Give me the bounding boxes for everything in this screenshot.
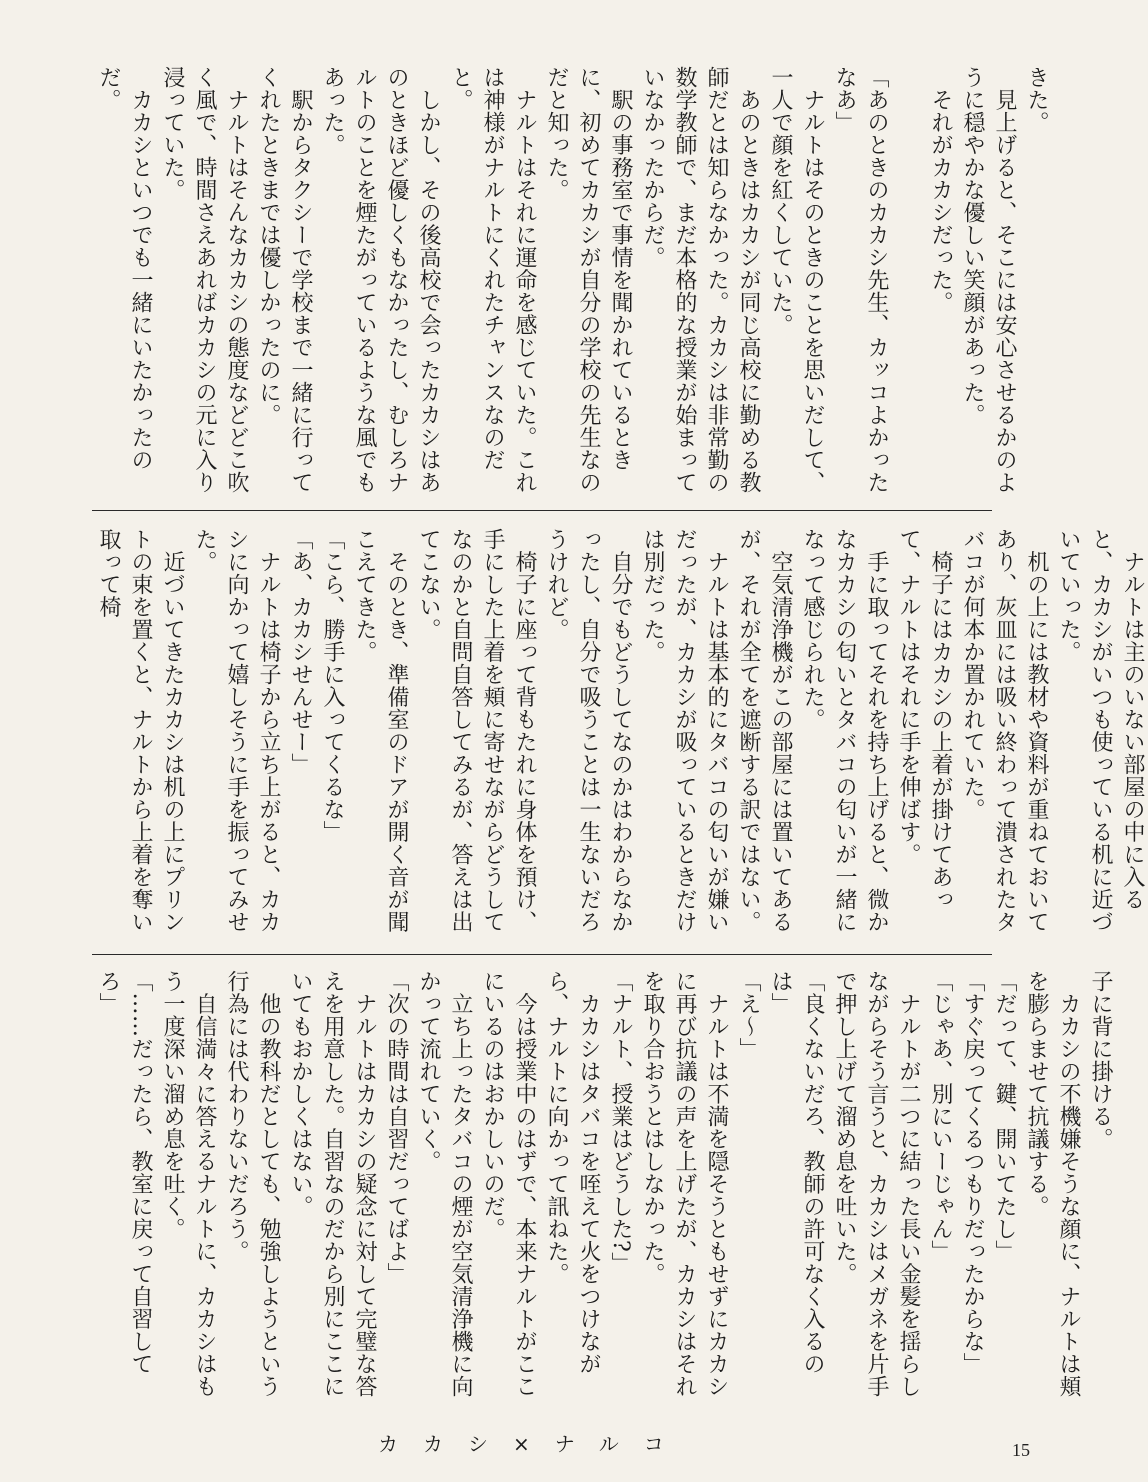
- paragraph: 「え～」: [736, 970, 761, 1060]
- paragraph: 自信満々に答えるナルトに、カカシはもう一度深い溜め息を吐く。: [160, 970, 217, 1398]
- paragraph: カカシといつでも一緒にいたかったのだ。: [96, 66, 153, 471]
- paragraph: 「だって、鍵、開いてたし」: [992, 970, 1017, 1263]
- paragraph: 近づいてきたカカシは机の上にプリントの束を置くと、ナルトから上着を奪い取って椅: [96, 528, 185, 933]
- vertical-text-middle: [92, 528, 1148, 938]
- running-footer-title: カカシ×ナルコ: [378, 1432, 689, 1456]
- paragraph: 駅からタクシーで学校まで一緒に行ってくれたときまでは優しかったのに。: [256, 66, 313, 494]
- paragraph: 駅の事務室で事情を聞かれているときに、初めてカカシが自分の学校の先生なのだと知った。: [544, 66, 633, 494]
- paragraph: ナルトは基本的にタバコの匂いが嫌いだったが、カカシが吸っているときだけは別だった。: [640, 528, 729, 933]
- vertical-text-top: [92, 66, 1052, 496]
- page-number: 15: [1012, 1440, 1030, 1460]
- paragraph: 「じゃあ、別にいーじゃん」: [928, 970, 953, 1263]
- paragraph: 「あのときのカカシ先生、カッコよかったなあ」: [832, 66, 889, 494]
- paragraph: 「すぐ戻ってくるつもりだったからな」: [960, 970, 985, 1375]
- paragraph: 椅子に座って背もたれに身体を預け、手にした上着を頬に寄せながらどうしてなのかと自問自答してみるが、答えは出てこない。: [416, 528, 537, 933]
- paragraph: 「次の時間は自習だってばよ」: [384, 970, 409, 1285]
- paragraph: 椅子にはカカシの上着が掛けてあって、ナルトはそれに手を伸ばす。: [896, 528, 953, 911]
- paragraph: ナルトは椅子から立ち上がると、カカシに向かって嬉しそうに手を振ってみせた。: [192, 528, 281, 933]
- paragraph: 自分でもどうしてなのかはわからなかったし、自分で吸うことは一生ないだろうけれど。: [544, 528, 633, 933]
- paragraph: きた。: [1024, 66, 1049, 134]
- paragraph: 「ナルト、授業はどうした?」: [608, 970, 633, 1275]
- paragraph: 空気清浄機がこの部屋には置いてあるが、それが全てを遮断する訳ではない。: [736, 528, 793, 933]
- paragraph: ナルトはそのときのことを思いだして、一人で顔を紅くしていた。: [768, 66, 825, 494]
- paragraph: 立ち上ったタバコの煙が空気清浄機に向かって流れていく。: [416, 970, 473, 1398]
- paragraph: 「良くないだろ、教師の許可なく入るのは」: [768, 970, 825, 1375]
- text-band-bottom: [92, 970, 1113, 1400]
- paragraph: ナルトは主のいない部屋の中に入ると、カカシがいつも使っている机に近づいていった。: [1056, 528, 1145, 933]
- paragraph: [892, 66, 924, 496]
- text-band-top: [92, 66, 1049, 496]
- paragraph: 「……だったら、教室に戻って自習してろ」: [96, 970, 153, 1375]
- paragraph: それがカカシだった。: [928, 66, 953, 314]
- paragraph: 手に取ってそれを持ち上げると、微かなカカシの匂いとタバコの匂いが一緒になって感じられた。: [800, 528, 889, 933]
- section-divider-bottom: [92, 954, 992, 955]
- paragraph: ナルトが二つに結った長い金髪を揺らしながらそう言うと、カカシはメガネを片手で押し上げて溜め息を吐いた。: [832, 970, 921, 1398]
- paragraph: 見上げると、そこには安心させるかのように穏やかな優しい笑顔があった。: [960, 66, 1017, 494]
- paragraph: 子に背に掛ける。: [1088, 970, 1113, 1150]
- text-band-middle: [92, 528, 1145, 938]
- paragraph: 他の教科だとしても、勉強しようという行為には代わりないだろう。: [224, 970, 281, 1398]
- paragraph: 机の上には教材や資料が重ねておいてあり、灰皿には吸い終わって潰されたタバコが何本か置かれていた。: [960, 528, 1049, 933]
- paragraph: 今は授業中のはずで、本来ナルトがここにいるのはおかしいのだ。: [480, 970, 537, 1398]
- section-divider-top: [92, 510, 992, 511]
- paragraph: ナルトはそんなカカシの態度などどこ吹く風で、時間さえあればカカシの元に入り浸っていた。: [160, 66, 249, 494]
- vertical-text-bottom: [92, 970, 1116, 1400]
- paragraph: 「あ、カカシせんせー」: [288, 528, 313, 776]
- paragraph: あのときはカカシが同じ高校に勤める教師だとは知らなかった。カカシは非常勤の数学教師で、まだ本格的な授業が始まっていなかったからだ。: [640, 66, 761, 494]
- paragraph: ナルトはそれに運命を感じていた。これは神様がナルトにくれたチャンスなのだと。: [448, 66, 537, 494]
- paragraph: 「こら、勝手に入ってくるな」: [320, 528, 345, 843]
- paragraph: ナルトはカカシの疑念に対して完璧な答えを用意した。自習なのだから別にここにいてもおかしくはない。: [288, 970, 377, 1398]
- paragraph: カカシはタバコを咥えて火をつけながら、ナルトに向かって訊ねた。: [544, 970, 601, 1375]
- paragraph: カカシの不機嫌そうな顔に、ナルトは頬を膨らませて抗議する。: [1024, 970, 1081, 1398]
- paragraph: そのとき、準備室のドアが開く音が聞こえてきた。: [352, 528, 409, 933]
- paragraph: しかし、その後高校で会ったカカシはあのときほど優しくもなかったし、むしろナルトのことを煙たがっているような風でもあった。: [320, 66, 441, 494]
- paragraph: ナルトは不満を隠そうともせずにカカシに再び抗議の声を上げたが、カカシはそれを取り合おうとはしなかった。: [640, 970, 729, 1398]
